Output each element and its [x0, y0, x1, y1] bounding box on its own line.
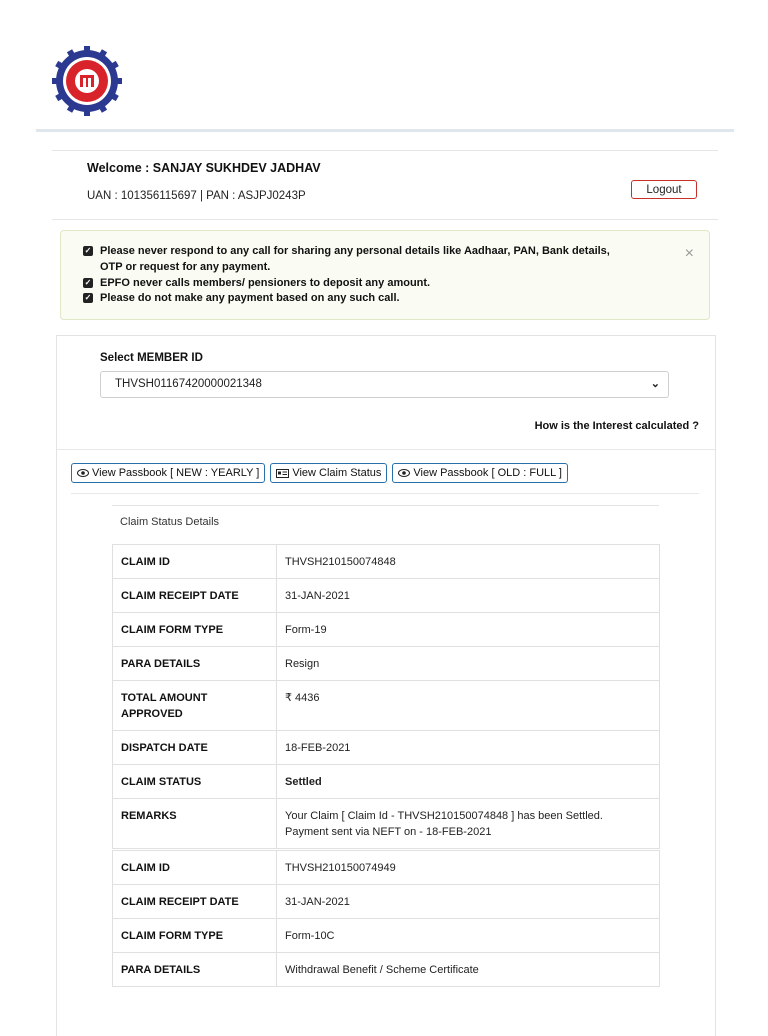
remarks-label: REMARKS — [113, 799, 277, 849]
remarks-line-1: Your Claim [ Claim Id - THVSH210150074848 ] has been Settled. — [285, 810, 603, 822]
receipt-date-label: CLAIM RECEIPT DATE — [113, 579, 277, 613]
para-details-value: Resign — [277, 647, 660, 681]
form-type-label: CLAIM FORM TYPE — [113, 919, 277, 953]
panel-divider — [57, 449, 715, 450]
member-id-label: Select MEMBER ID — [100, 352, 203, 364]
claim-id-value: THVSH210150074848 — [277, 545, 660, 579]
view-claim-status-label: View Claim Status — [292, 467, 382, 479]
claim-id-value: THVSH210150074949 — [277, 851, 660, 885]
checkbox-checked-icon: ✓ — [84, 278, 92, 287]
view-passbook-old-label: View Passbook [ OLD : FULL ] — [413, 467, 562, 479]
claim-status-divider — [112, 505, 659, 506]
table-row — [113, 545, 660, 579]
alert-line-3 — [83, 292, 400, 304]
table-row — [113, 579, 660, 613]
claim-status-value: Settled — [277, 765, 660, 799]
alert-text-1: Please never respond to any call for sharing any personal details like Aadhaar, PAN, Bank details, — [100, 245, 610, 257]
alert-text-3: Please do not make any payment based on any such call. — [100, 292, 400, 304]
checkbox-checked-icon: ✓ — [84, 293, 92, 302]
view-passbook-new-label: View Passbook [ NEW : YEARLY ] — [92, 467, 260, 479]
table-row — [113, 851, 660, 885]
para-details-value: Withdrawal Benefit / Scheme Certificate — [277, 953, 660, 987]
receipt-date-value: 31-JAN-2021 — [277, 579, 660, 613]
alert-line-2 — [83, 277, 430, 289]
view-claim-status-button[interactable] — [270, 463, 387, 483]
claim-status-title: Claim Status Details — [120, 516, 220, 528]
table-row — [113, 731, 660, 765]
total-amount-label: TOTAL AMOUNT APPROVED — [113, 681, 277, 731]
form-type-value: Form-10C — [277, 919, 660, 953]
receipt-date-value: 31-JAN-2021 — [277, 885, 660, 919]
receipt-date-label: CLAIM RECEIPT DATE — [113, 885, 277, 919]
total-amount-value: ₹ 4436 — [277, 681, 660, 731]
member-id-value: THVSH01167420000021348 — [115, 378, 262, 390]
eye-icon — [77, 469, 89, 477]
dispatch-date-value: 18-FEB-2021 — [277, 731, 660, 765]
member-id-select[interactable] — [100, 371, 669, 398]
alert-text-2: EPFO never calls members/ pensioners to deposit any amount. — [100, 277, 431, 289]
table-row — [113, 919, 660, 953]
view-passbook-new-button[interactable] — [71, 463, 265, 483]
interest-calc-link[interactable]: How is the Interest calculated ? — [534, 420, 699, 432]
para-details-label: PARA DETAILS — [113, 953, 277, 987]
id-card-icon — [276, 469, 289, 478]
view-passbook-old-button[interactable] — [392, 463, 568, 483]
epfo-logo — [52, 46, 122, 116]
table-row — [113, 885, 660, 919]
dispatch-date-label: DISPATCH DATE — [113, 731, 277, 765]
form-type-value: Form-19 — [277, 613, 660, 647]
user-info-bar — [52, 150, 718, 220]
logout-button[interactable]: Logout — [631, 180, 697, 199]
claim-id-label: CLAIM ID — [113, 545, 277, 579]
table-row — [113, 647, 660, 681]
chevron-down-icon: ⌄ — [650, 378, 660, 390]
claim-status-label: CLAIM STATUS — [113, 765, 277, 799]
eye-icon — [398, 469, 410, 477]
form-type-label: CLAIM FORM TYPE — [113, 613, 277, 647]
header-divider — [36, 129, 734, 132]
alert-line-1 — [83, 245, 610, 257]
close-icon[interactable]: × — [684, 245, 694, 262]
claim-table-1 — [112, 544, 660, 849]
alert-text-1-cont: OTP or request for any payment. — [100, 261, 271, 273]
table-row — [113, 799, 660, 849]
para-details-label: PARA DETAILS — [113, 647, 277, 681]
claim-table-2 — [112, 850, 660, 987]
remarks-value — [277, 799, 660, 849]
table-row — [113, 681, 660, 731]
table-row — [113, 613, 660, 647]
buttons-divider — [71, 493, 699, 494]
table-row — [113, 953, 660, 987]
action-buttons — [71, 463, 568, 483]
warning-alert — [60, 230, 710, 320]
uan-pan-text: UAN : 101356115697 | PAN : ASJPJ0243P — [87, 190, 306, 202]
table-row — [113, 765, 660, 799]
checkbox-checked-icon: ✓ — [84, 246, 92, 255]
member-panel — [56, 335, 716, 1036]
remarks-line-2: Payment sent via NEFT on - 18-FEB-2021 — [285, 826, 492, 838]
claim-id-label: CLAIM ID — [113, 851, 277, 885]
welcome-text: Welcome : SANJAY SUKHDEV JADHAV — [87, 161, 321, 175]
